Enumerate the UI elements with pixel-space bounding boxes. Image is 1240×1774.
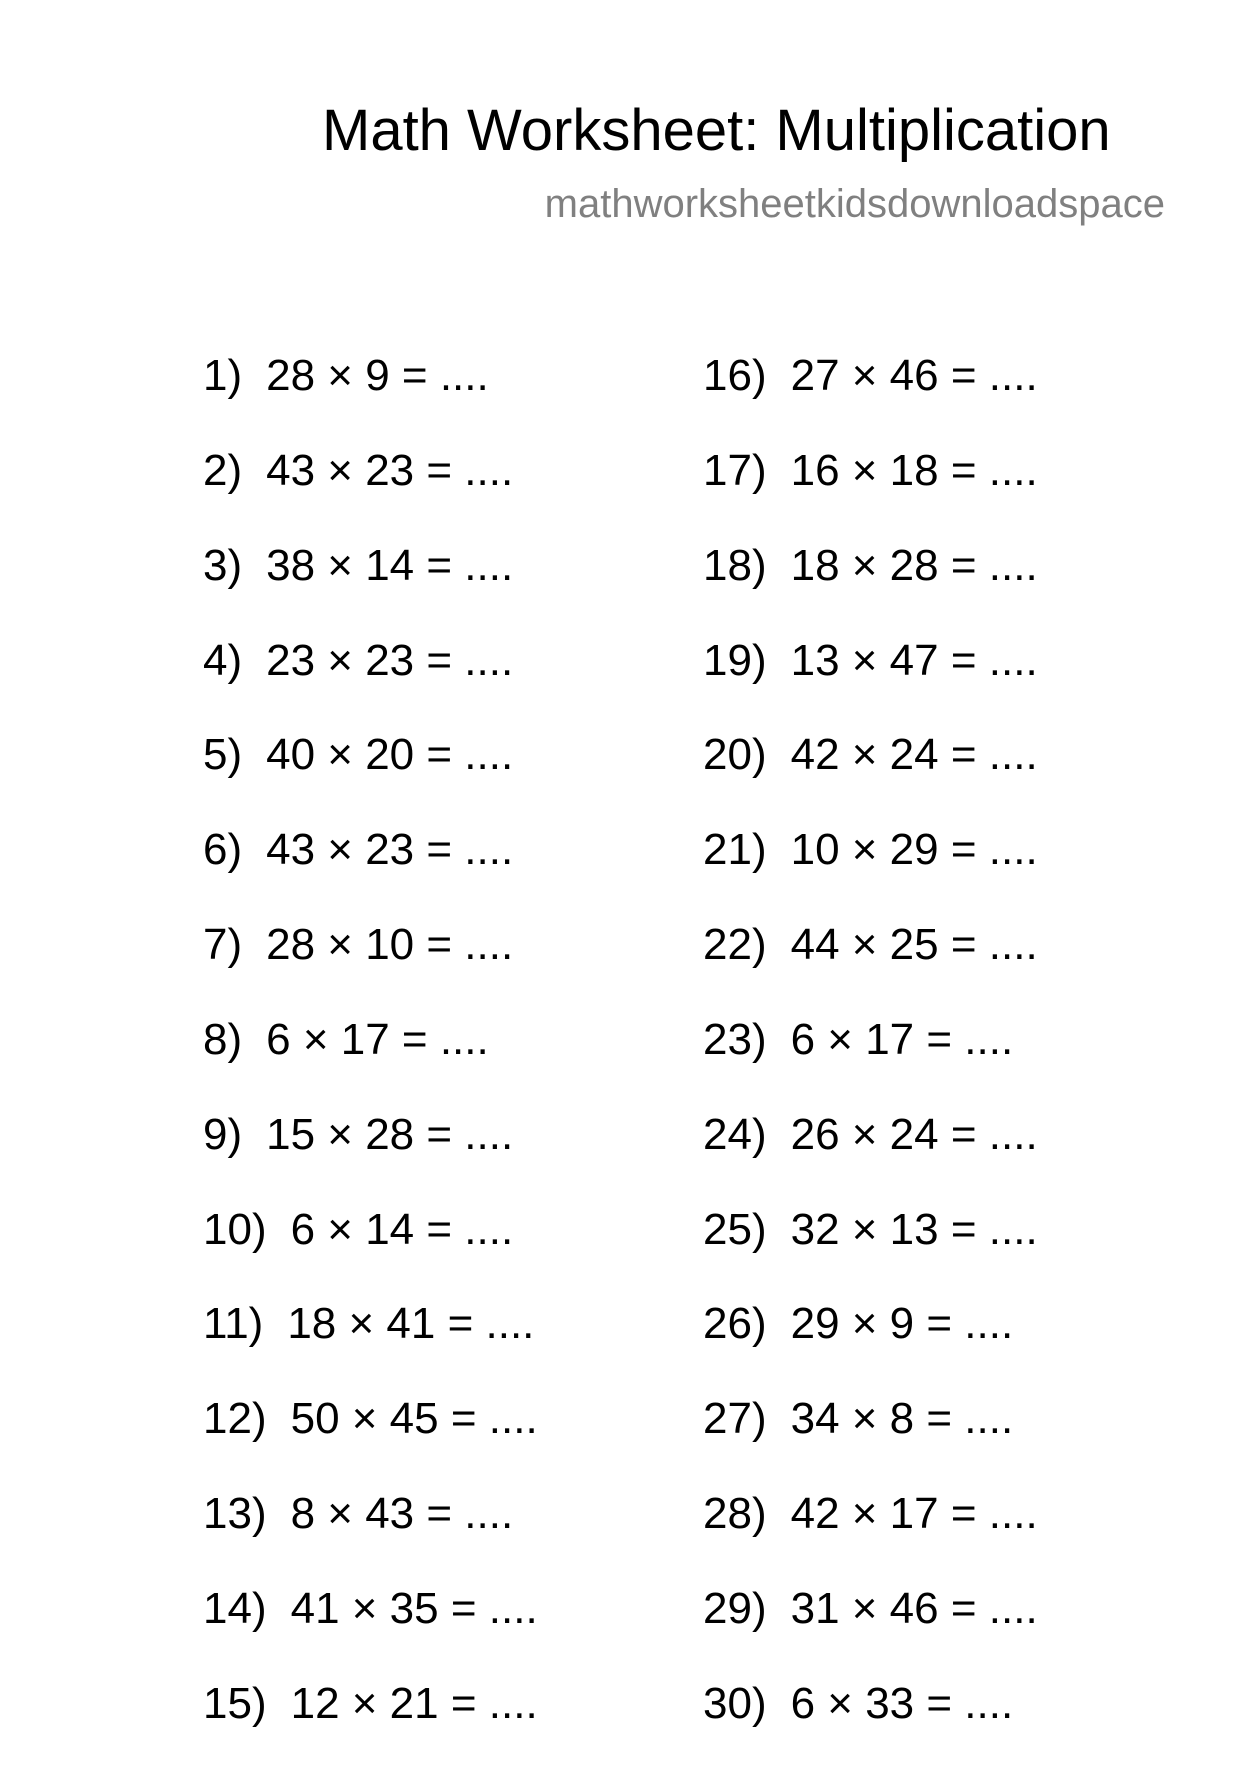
problem-item (203, 920, 538, 1015)
problem-expression: 28 × 9 = .... (266, 351, 489, 400)
problem-number: 7) (203, 920, 243, 970)
problem-expression: 50 × 45 = .... (290, 1394, 538, 1444)
problem-expression: 44 × 25 = .... (790, 920, 1038, 970)
problem-expression: 6 × 17 = .... (266, 1014, 489, 1064)
problem-number: 27) (703, 1394, 767, 1444)
problem-expression: 43 × 23 = .... (266, 445, 514, 495)
problem-item (203, 446, 538, 541)
problem-number: 24) (703, 1109, 767, 1159)
problem-number: 19) (703, 635, 767, 685)
problems-column-right (703, 351, 1038, 1774)
problem-expression: 40 × 20 = .... (266, 730, 514, 780)
problem-item (703, 1015, 1038, 1110)
problem-number: 23) (703, 1014, 767, 1064)
problem-item (703, 1489, 1038, 1584)
problem-item (203, 541, 538, 636)
problem-item (703, 446, 1038, 541)
problem-number: 9) (203, 1109, 243, 1159)
problem-expression: 23 × 23 = .... (266, 635, 514, 685)
problem-number: 13) (203, 1489, 267, 1539)
problem-item (703, 636, 1038, 731)
problem-expression: 18 × 28 = .... (790, 540, 1038, 590)
problem-item (203, 1205, 538, 1300)
problem-item (203, 1584, 538, 1679)
problem-number: 30) (703, 1678, 767, 1728)
problem-expression: 6 × 17 = .... (790, 1014, 1014, 1064)
problem-expression: 38 × 14 = .... (266, 540, 514, 590)
problem-expression: 12 × 21 = .... (290, 1678, 538, 1728)
worksheet-title: Math Worksheet: Multiplication (322, 98, 1111, 163)
problem-expression: 10 × 29 = .... (790, 825, 1038, 875)
problem-expression: 13 × 47 = .... (790, 635, 1038, 685)
problem-item (203, 1015, 538, 1110)
problem-item (703, 1394, 1038, 1489)
problem-expression: 6 × 33 = .... (790, 1678, 1014, 1728)
problem-item (703, 351, 1038, 446)
problem-item (203, 1110, 538, 1205)
problem-number: 21) (703, 825, 767, 875)
problem-item (203, 1299, 538, 1394)
problem-number: 10) (203, 1204, 267, 1254)
problem-number: 8) (203, 1014, 243, 1064)
problem-number: 29) (703, 1583, 767, 1633)
problem-number: 18) (703, 540, 767, 590)
problem-item (203, 351, 538, 446)
worksheet-source: mathworksheetkidsdownloadspace (544, 182, 1165, 226)
problem-expression: 28 × 10 = .... (266, 920, 514, 970)
problem-expression: 43 × 23 = .... (266, 825, 514, 875)
problem-expression: 42 × 24 = .... (790, 730, 1038, 780)
problem-item (203, 730, 538, 825)
problem-item (703, 730, 1038, 825)
problem-item (203, 636, 538, 731)
problem-item (203, 1679, 538, 1774)
problem-expression: 15 × 28 = .... (266, 1109, 514, 1159)
problem-item (203, 1489, 538, 1584)
problem-number: 11) (203, 1299, 264, 1349)
problems-column-left (203, 351, 538, 1774)
problem-expression: 31 × 46 = .... (790, 1583, 1038, 1633)
problem-expression: 42 × 17 = .... (790, 1489, 1038, 1539)
problem-item (703, 825, 1038, 920)
problem-expression: 27 × 46 = .... (790, 351, 1038, 400)
problem-number: 6) (203, 825, 243, 875)
problem-number: 22) (703, 920, 767, 970)
problem-expression: 8 × 43 = .... (290, 1489, 514, 1539)
problem-item (703, 1110, 1038, 1205)
problem-number: 1) (203, 351, 243, 400)
problem-number: 12) (203, 1394, 267, 1444)
problem-number: 14) (203, 1583, 267, 1633)
problem-number: 20) (703, 730, 767, 780)
problem-item (703, 1299, 1038, 1394)
problem-item (703, 1679, 1038, 1774)
problem-number: 17) (703, 445, 767, 495)
problem-item (703, 541, 1038, 636)
problem-expression: 32 × 13 = .... (790, 1204, 1038, 1254)
problem-expression: 41 × 35 = .... (290, 1583, 538, 1633)
problem-expression: 16 × 18 = .... (790, 445, 1038, 495)
problem-expression: 34 × 8 = .... (790, 1394, 1014, 1444)
problem-number: 15) (203, 1678, 267, 1728)
problem-number: 4) (203, 635, 243, 685)
problem-number: 28) (703, 1489, 767, 1539)
problem-number: 26) (703, 1299, 767, 1349)
problem-item (703, 920, 1038, 1015)
problem-expression: 6 × 14 = .... (290, 1204, 514, 1254)
problem-expression: 29 × 9 = .... (790, 1299, 1014, 1349)
problem-item (203, 1394, 538, 1489)
problem-number: 5) (203, 730, 243, 780)
problem-expression: 18 × 41 = .... (287, 1299, 535, 1349)
problem-item (203, 825, 538, 920)
problem-number: 3) (203, 540, 243, 590)
problem-number: 25) (703, 1204, 767, 1254)
problem-number: 2) (203, 445, 243, 495)
problem-expression: 26 × 24 = .... (790, 1109, 1038, 1159)
problem-number: 16) (703, 351, 767, 400)
problem-item (703, 1584, 1038, 1679)
problem-item (703, 1205, 1038, 1300)
